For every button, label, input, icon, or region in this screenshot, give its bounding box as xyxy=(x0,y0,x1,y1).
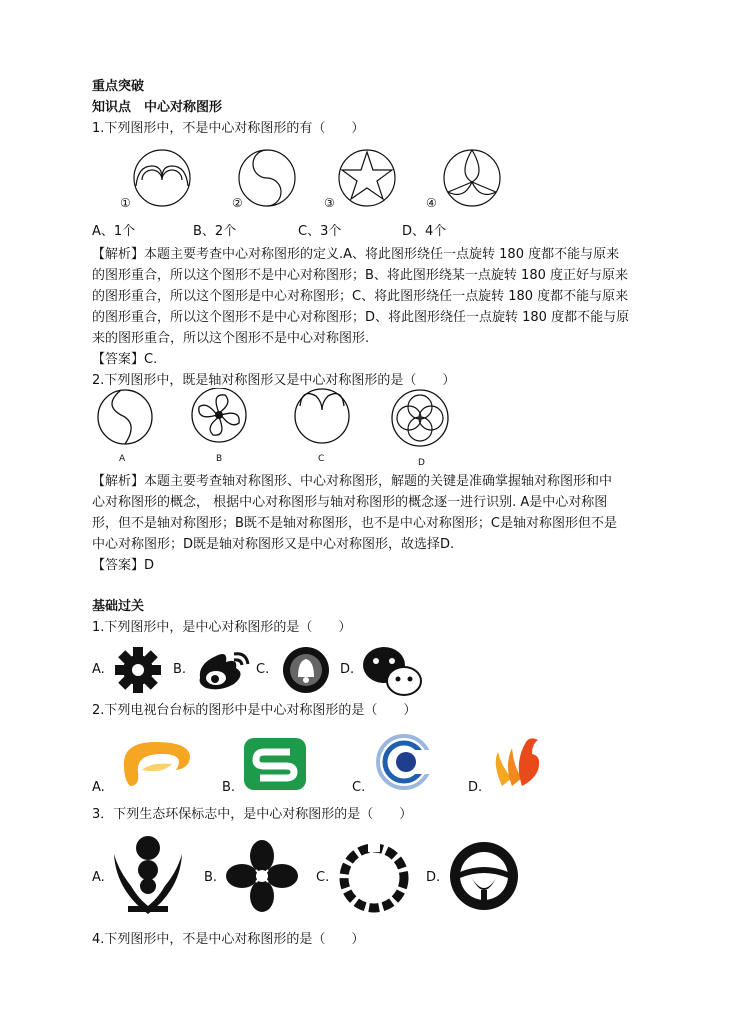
q1-option-c: C、3个 xyxy=(298,224,342,239)
q1-analysis-line-5: 来的图形重合，所以这个图形不是中心对称图形. xyxy=(92,331,370,346)
bell-icon xyxy=(280,645,332,695)
b1-option-d: D. xyxy=(340,662,355,677)
wechat-icon xyxy=(360,643,424,697)
b3-option-c: C. xyxy=(316,870,330,885)
q2-figure-d xyxy=(392,390,448,446)
q1-option-d: D、4个 xyxy=(402,224,447,239)
q1-analysis-line-4: 的图形重合，所以这个图形不是中心对称图形；D、将此图形绕任一点旋转 180 度都不能与原 xyxy=(92,310,630,325)
b2-option-a: A. xyxy=(92,780,105,795)
weibo-icon xyxy=(194,648,254,694)
q1-analysis-line-2: 的图形重合，所以这个图形不是中心对称图形；B、将此图形绕某一点旋转 180 度正好与原来 xyxy=(92,268,628,283)
eco-logo-a xyxy=(108,834,188,920)
q2-figure-b xyxy=(192,388,246,442)
q1-figures xyxy=(112,146,512,216)
section-basic: 基础过关 xyxy=(92,599,145,614)
section-knowledge: 知识点 中心对称图形 xyxy=(92,100,223,115)
section-key-points: 重点突破 xyxy=(92,79,145,94)
q1-stem: 1.下列图形中，不是中心对称图形的有（ ） xyxy=(92,121,365,136)
b3-stem: 3．下列生态环保标志中，是中心对称图形的是（ ） xyxy=(92,807,413,822)
b2-option-c: C. xyxy=(352,780,366,795)
q1-fig-label-2: ② xyxy=(232,196,243,210)
b3-option-d: D. xyxy=(426,870,441,885)
q1-analysis-line-3: 的图形重合，所以这个图形是中心对称图形；C、将此图形绕任一点旋转 180 度都不能与原来 xyxy=(92,289,629,304)
q2-figure-c xyxy=(295,389,349,443)
eco-logo-d xyxy=(446,838,522,914)
q2-analysis-line-1: 【解析】本题主要考查轴对称图形、中心对称图形，解题的关键是准确掌握轴对称图形和中 xyxy=(92,474,613,489)
q1-figure-2 xyxy=(239,150,295,206)
tv-logo-green xyxy=(242,736,308,792)
eco-logo-c xyxy=(334,838,414,918)
b2-option-b: B. xyxy=(222,780,236,795)
tv-logo-orange xyxy=(116,736,196,792)
b3-option-a: A. xyxy=(92,870,105,885)
b1-stem: 1.下列图形中，是中心对称图形的是（ ） xyxy=(92,620,352,635)
q2-analysis-line-2: 心对称图形的概念， 根据中心对称图形与轴对称图形的概念逐一进行识别. A是中心对称图 xyxy=(92,495,608,510)
q1-fig-label-1: ① xyxy=(120,196,131,210)
q1-fig-label-3: ③ xyxy=(324,196,335,210)
q2-analysis-line-4: 中心对称图形；D既是轴对称图形又是中心对称图形，故选择D. xyxy=(92,537,455,552)
q2-fig-label-c: C xyxy=(318,454,325,464)
b1-option-b: B. xyxy=(173,662,187,677)
tv-logo-blue xyxy=(370,730,434,792)
q1-option-a: A、1个 xyxy=(92,224,136,239)
b4-stem: 4.下列图形中，不是中心对称图形的是（ ） xyxy=(92,932,365,947)
b1-option-a: A. xyxy=(92,662,105,677)
q1-analysis-line-1: 【解析】本题主要考查中心对称图形的定义.A、将此图形绕任一点旋转 180 度都不能与原来 xyxy=(92,247,620,262)
b2-option-d: D. xyxy=(468,780,483,795)
q2-fig-label-a: A xyxy=(119,454,126,464)
b2-stem: 2.下列电视台台标的图形中是中心对称图形的是（ ） xyxy=(92,703,417,718)
q1-option-b: B、2个 xyxy=(193,224,237,239)
gear-icon xyxy=(112,645,164,695)
q1-answer: 【答案】C. xyxy=(92,352,158,367)
eco-logo-b xyxy=(222,836,302,916)
q1-figure-3 xyxy=(339,150,395,206)
q1-figure-4 xyxy=(444,150,500,206)
q1-figure-1 xyxy=(134,150,190,206)
q2-answer: 【答案】D xyxy=(92,558,155,573)
b3-option-b: B. xyxy=(204,870,218,885)
q2-analysis-line-3: 形，但不是轴对称图形；B既不是轴对称图形，也不是中心对称图形；C是轴对称图形但不是 xyxy=(92,516,617,531)
q2-stem: 2.下列图形中，既是轴对称图形又是中心对称图形的是（ ） xyxy=(92,373,456,388)
q2-fig-label-b: B xyxy=(216,454,223,464)
q2-figure-a xyxy=(98,390,152,444)
tv-logo-red xyxy=(488,734,550,792)
b1-option-c: C. xyxy=(256,662,270,677)
q2-figures xyxy=(92,388,462,458)
q1-fig-label-4: ④ xyxy=(426,196,437,210)
q2-fig-label-d: D xyxy=(418,458,425,468)
